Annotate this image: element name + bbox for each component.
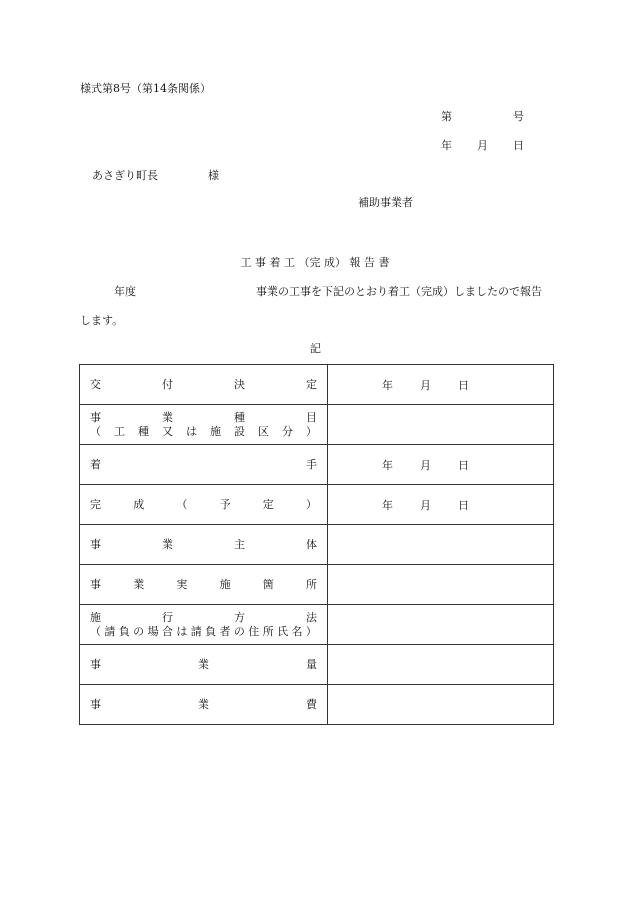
report-table <box>79 364 554 725</box>
row-label <box>80 445 328 485</box>
row-value[interactable] <box>328 485 554 525</box>
row-label <box>80 565 328 605</box>
row-value[interactable] <box>328 685 554 725</box>
row-label-line: （ 工 種 又 は 施 設 区 分 ） <box>90 424 317 438</box>
row-date-month: 月 <box>420 378 431 392</box>
row-label <box>80 605 328 645</box>
row-value[interactable] <box>328 645 554 685</box>
row-date-month: 月 <box>420 498 431 512</box>
row-date-year: 年 <box>382 498 393 512</box>
row-label <box>80 645 328 685</box>
table-row <box>80 405 554 445</box>
row-date-year: 年 <box>382 378 393 392</box>
row-value[interactable] <box>328 605 554 645</box>
table-row <box>80 685 554 725</box>
row-label-line: 完 成 （ 予 定 ） <box>90 497 317 511</box>
row-value[interactable] <box>328 405 554 445</box>
row-value[interactable] <box>328 445 554 485</box>
body-text-line2: します。 <box>80 314 124 327</box>
row-label <box>80 525 328 565</box>
row-label-line: 事 業 実 施 箇 所 <box>90 577 317 591</box>
table-row <box>80 365 554 405</box>
row-label <box>80 365 328 405</box>
row-label-line: 事 業 量 <box>90 657 317 671</box>
row-value[interactable] <box>328 525 554 565</box>
row-label-line: 着 手 <box>90 457 317 471</box>
fiscal-year-label: 年度 <box>114 285 136 298</box>
document-number-label: 第 <box>441 110 452 123</box>
date-year-label: 年 <box>441 139 452 152</box>
row-date-month: 月 <box>420 458 431 472</box>
row-label-line: 事 業 種 目 <box>90 410 317 424</box>
addressee-honorific: 様 <box>208 169 219 182</box>
document-title: 工 事 着 工 （完 成） 報 告 書 <box>240 256 390 269</box>
table-row <box>80 565 554 605</box>
applicant-label: 補助事業者 <box>358 196 413 209</box>
form-number: 様式第8号（第14条関係） <box>80 82 211 95</box>
row-label <box>80 485 328 525</box>
row-label-line: 施 行 方 法 <box>90 610 317 624</box>
row-label-line: 事 業 主 体 <box>90 537 317 551</box>
table-row <box>80 605 554 645</box>
row-value[interactable] <box>328 365 554 405</box>
row-date-day: 日 <box>458 498 469 512</box>
row-label-line: 交 付 決 定 <box>90 377 317 391</box>
row-date-day: 日 <box>458 458 469 472</box>
row-label <box>80 685 328 725</box>
addressee-name: あさぎり町長 <box>92 169 158 182</box>
document-number-suffix: 号 <box>513 110 524 123</box>
body-text-line1: 事業の工事を下記のとおり着工（完成）しましたので報告 <box>256 285 542 298</box>
date-day-label: 日 <box>513 139 524 152</box>
table-row <box>80 485 554 525</box>
row-date-year: 年 <box>382 458 393 472</box>
table-row <box>80 445 554 485</box>
row-date-day: 日 <box>458 378 469 392</box>
row-label <box>80 405 328 445</box>
table-row <box>80 645 554 685</box>
date-month-label: 月 <box>477 139 488 152</box>
row-label-line: （ 請 負 の 場 合 は 請 負 者 の 住 所 氏 名 ） <box>90 624 317 638</box>
row-label-line: 事 業 費 <box>90 697 317 711</box>
ki-label: 記 <box>310 342 321 355</box>
table-row <box>80 525 554 565</box>
row-value[interactable] <box>328 565 554 605</box>
